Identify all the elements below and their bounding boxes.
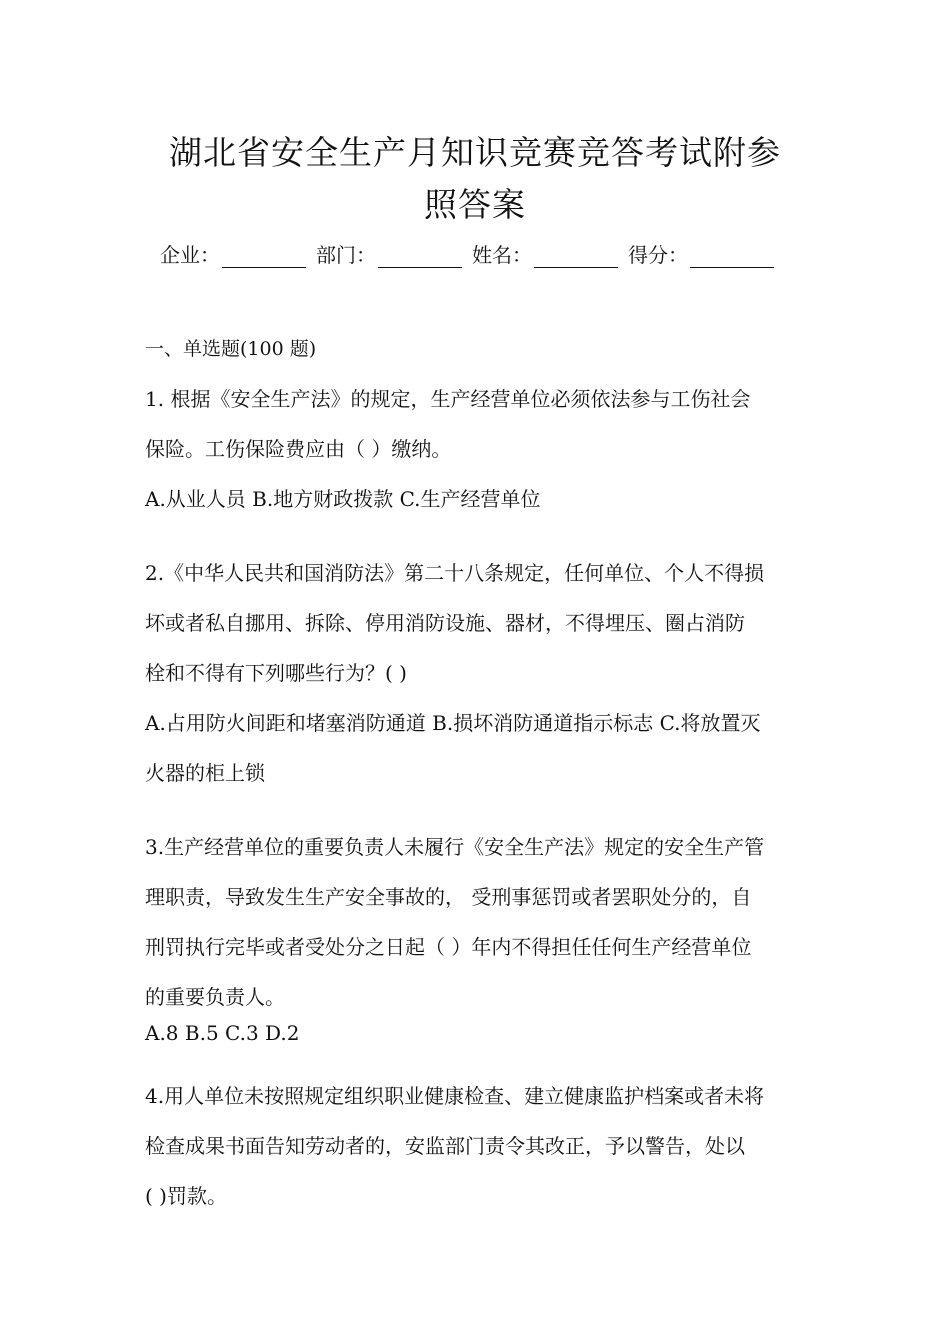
section-heading: 一、单选题(100 题) bbox=[145, 338, 317, 360]
question-2-line-2: 坏或者私自挪用、拆除、停用消防设施、器材，不得埋压、圈占消防 bbox=[145, 611, 745, 635]
question-3-line-4: 的重要负责人。 bbox=[145, 985, 285, 1009]
question-2-options-line-1: A.占用防火间距和堵塞消防通道 B.损坏消防通道指示标志 C.将放置灭 bbox=[145, 711, 761, 735]
document-title-line-2: 照答案 bbox=[424, 185, 526, 224]
question-3-options: A.8 B.5 C.3 D.2 bbox=[145, 1021, 300, 1045]
question-2-line-1: 2.《中华人民共和国消防法》第二十八条规定，任何单位、个人不得损 bbox=[145, 561, 765, 585]
question-1-line-2: 保险。工伤保险费应由（ ）缴纳。 bbox=[145, 437, 452, 461]
score-field bbox=[628, 239, 774, 268]
question-1-options: A.从业人员 B.地方财政拨款 C.生产经营单位 bbox=[145, 487, 541, 511]
score-label: 得分： bbox=[628, 243, 688, 267]
question-4-line-3: ( )罚款。 bbox=[145, 1184, 227, 1208]
info-fields-row bbox=[160, 232, 800, 268]
question-2-options-line-2: 火器的柜上锁 bbox=[145, 761, 265, 785]
score-blank[interactable] bbox=[690, 243, 774, 268]
question-3-line-3: 刑罚执行完毕或者受处分之日起（ ）年内不得担任任何生产经营单位 bbox=[145, 935, 752, 959]
question-4-line-2: 检查成果书面告知劳动者的，安监部门责令其改正，予以警告，处以 bbox=[145, 1134, 745, 1158]
company-label: 企业： bbox=[160, 243, 220, 267]
question-3-line-2: 理职责，导致发生生产安全事故的， 受刑事惩罚或者罢职处分的，自 bbox=[145, 885, 752, 909]
name-label: 姓名： bbox=[472, 243, 532, 267]
department-field bbox=[316, 239, 462, 268]
company-blank[interactable] bbox=[222, 243, 306, 268]
document-title-line-1: 湖北省安全生产月知识竞赛竞答考试附参 bbox=[169, 133, 781, 172]
name-field bbox=[472, 239, 618, 268]
question-2-line-3: 栓和不得有下列哪些行为？( ) bbox=[145, 661, 407, 685]
name-blank[interactable] bbox=[534, 243, 618, 268]
question-1-line-1: 1. 根据《安全生产法》的规定，生产经营单位必须依法参与工伤社会 bbox=[145, 387, 751, 411]
company-field bbox=[160, 239, 306, 268]
question-3-line-1: 3.生产经营单位的重要负责人未履行《安全生产法》规定的安全生产管 bbox=[145, 835, 765, 859]
question-4-line-1: 4.用人单位未按照规定组织职业健康检查、建立健康监护档案或者未将 bbox=[145, 1084, 765, 1108]
department-blank[interactable] bbox=[378, 243, 462, 268]
department-label: 部门： bbox=[316, 243, 376, 267]
